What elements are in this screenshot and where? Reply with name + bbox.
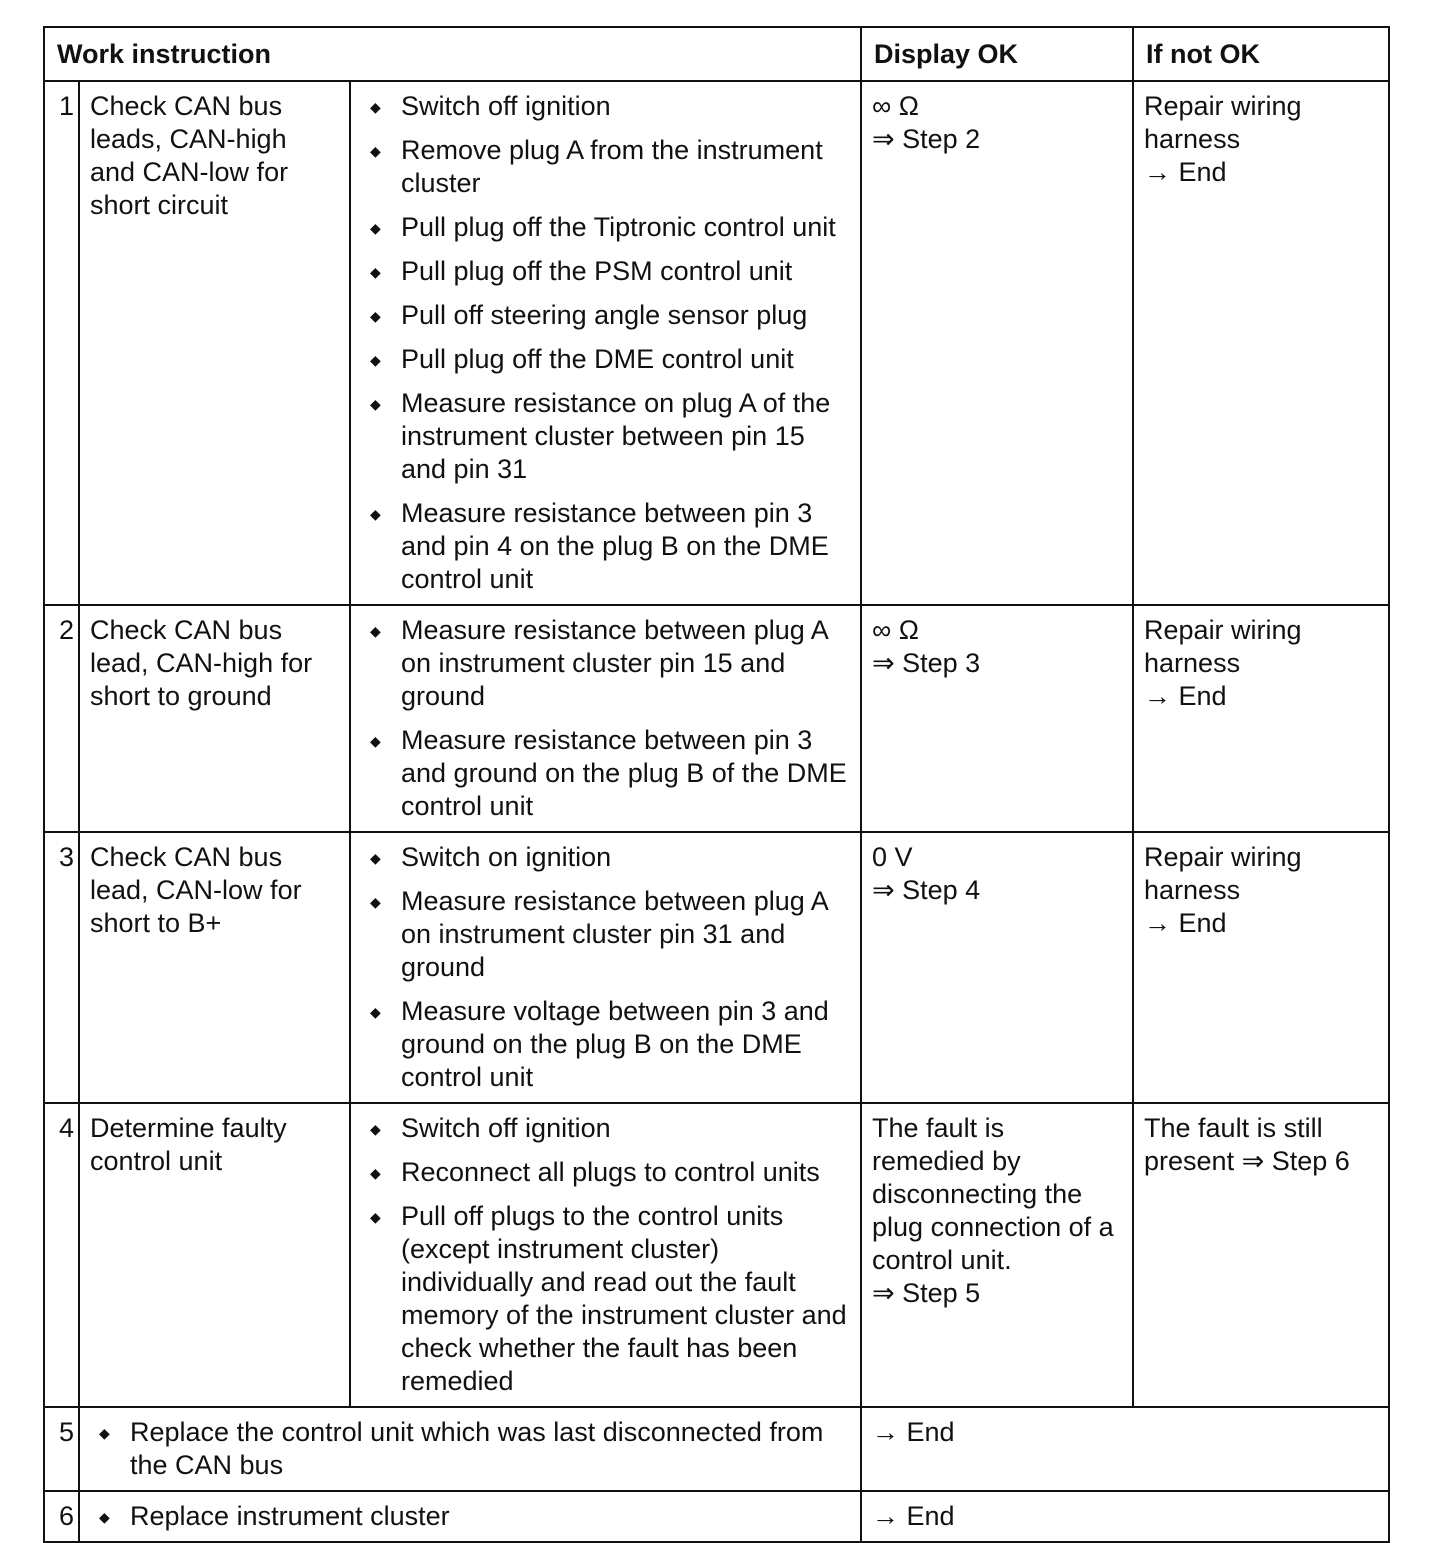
if-not-ok-next: → End <box>1144 157 1227 187</box>
if-not-ok-cell <box>1133 605 1389 832</box>
if-not-ok-action: Repair wiring harness <box>1144 615 1302 678</box>
display-ok-cell <box>861 832 1133 1103</box>
step-number: 4 <box>44 1103 79 1407</box>
step-number: 6 <box>44 1491 79 1542</box>
result-cell: → End <box>861 1407 1389 1491</box>
step-title: Check CAN bus lead, CAN-high for short to ground <box>79 605 350 832</box>
action-item: ◆ Measure voltage between pin 3 and ground on the plug B on the DME control unit <box>361 995 850 1094</box>
header-if-not-ok: If not OK <box>1133 27 1389 81</box>
header-work-instruction: Work instruction <box>44 27 861 81</box>
action-item: ◆ Reconnect all plugs to control units <box>361 1156 850 1189</box>
if-not-ok-next: → End <box>1144 681 1227 711</box>
step-title: Determine faulty control unit <box>79 1103 350 1407</box>
step-actions <box>350 81 861 605</box>
display-ok-value: The fault is remedied by disconnecting the plug connection of a control unit. <box>872 1113 1114 1275</box>
step-row-3 <box>44 832 1389 1103</box>
if-not-ok-action: Repair wiring harness <box>1144 91 1302 154</box>
step-row-2 <box>44 605 1389 832</box>
display-ok-cell <box>861 1103 1133 1407</box>
action-item: ◆ Pull off plugs to the control units (except instrument cluster) individually and read out the fault memory of the instrument cluster and check whether the fault has been remedied <box>361 1200 850 1398</box>
display-ok-cell <box>861 81 1133 605</box>
step-title: Check CAN bus lead, CAN-low for short to B+ <box>79 832 350 1103</box>
action-item: ◆ Measure resistance between plug A on instrument cluster pin 31 and ground <box>361 885 850 984</box>
step-number: 5 <box>44 1407 79 1491</box>
step-row-4 <box>44 1103 1389 1407</box>
if-not-ok-action: Repair wiring harness <box>1144 842 1302 905</box>
step-actions <box>350 605 861 832</box>
action-item: ◆ Pull plug off the Tiptronic control unit <box>361 211 850 244</box>
display-ok-next: ⇒ Step 4 <box>872 875 981 905</box>
display-ok-value: ∞ Ω <box>872 615 919 645</box>
action-item: ◆ Replace the control unit which was last disconnected from the CAN bus <box>90 1416 850 1482</box>
action-item: ◆ Replace instrument cluster <box>90 1500 850 1533</box>
display-ok-value: 0 V <box>872 842 913 872</box>
action-item: ◆ Measure resistance on plug A of the instrument cluster between pin 15 and pin 31 <box>361 387 850 486</box>
step-title: Check CAN bus leads, CAN-high and CAN-low for short circuit <box>79 81 350 605</box>
step-actions <box>79 1491 861 1542</box>
step-number: 3 <box>44 832 79 1103</box>
work-instruction-table <box>43 26 1390 1543</box>
step-actions <box>79 1407 861 1491</box>
step-actions <box>350 832 861 1103</box>
step-number: 1 <box>44 81 79 605</box>
header-display-ok: Display OK <box>861 27 1133 81</box>
action-item: ◆ Measure resistance between pin 3 and ground on the plug B of the DME control unit <box>361 724 850 823</box>
action-item: ◆ Pull off steering angle sensor plug <box>361 299 850 332</box>
result-cell: → End <box>861 1491 1389 1542</box>
if-not-ok-cell <box>1133 81 1389 605</box>
action-item: ◆ Measure resistance between pin 3 and pin 4 on the plug B on the DME control unit <box>361 497 850 596</box>
display-ok-value: ∞ Ω <box>872 91 919 121</box>
action-item: ◆ Switch off ignition <box>361 90 850 123</box>
action-item: ◆ Pull plug off the DME control unit <box>361 343 850 376</box>
display-ok-next: ⇒ Step 5 <box>872 1278 981 1308</box>
step-row-5 <box>44 1407 1389 1491</box>
if-not-ok-cell <box>1133 1103 1389 1407</box>
header-row <box>44 27 1389 81</box>
display-ok-next: ⇒ Step 2 <box>872 124 981 154</box>
if-not-ok-next: → End <box>1144 908 1227 938</box>
display-ok-next: ⇒ Step 3 <box>872 648 981 678</box>
step-row-1 <box>44 81 1389 605</box>
action-item: ◆ Pull plug off the PSM control unit <box>361 255 850 288</box>
action-item: ◆ Measure resistance between plug A on instrument cluster pin 15 and ground <box>361 614 850 713</box>
action-item: ◆ Switch on ignition <box>361 841 850 874</box>
step-number: 2 <box>44 605 79 832</box>
display-ok-cell <box>861 605 1133 832</box>
if-not-ok-cell <box>1133 832 1389 1103</box>
step-row-6 <box>44 1491 1389 1542</box>
action-item: ◆ Switch off ignition <box>361 1112 850 1145</box>
if-not-ok-action: The fault is still present ⇒ Step 6 <box>1144 1113 1350 1176</box>
step-actions <box>350 1103 861 1407</box>
action-item: ◆ Remove plug A from the instrument cluster <box>361 134 850 200</box>
